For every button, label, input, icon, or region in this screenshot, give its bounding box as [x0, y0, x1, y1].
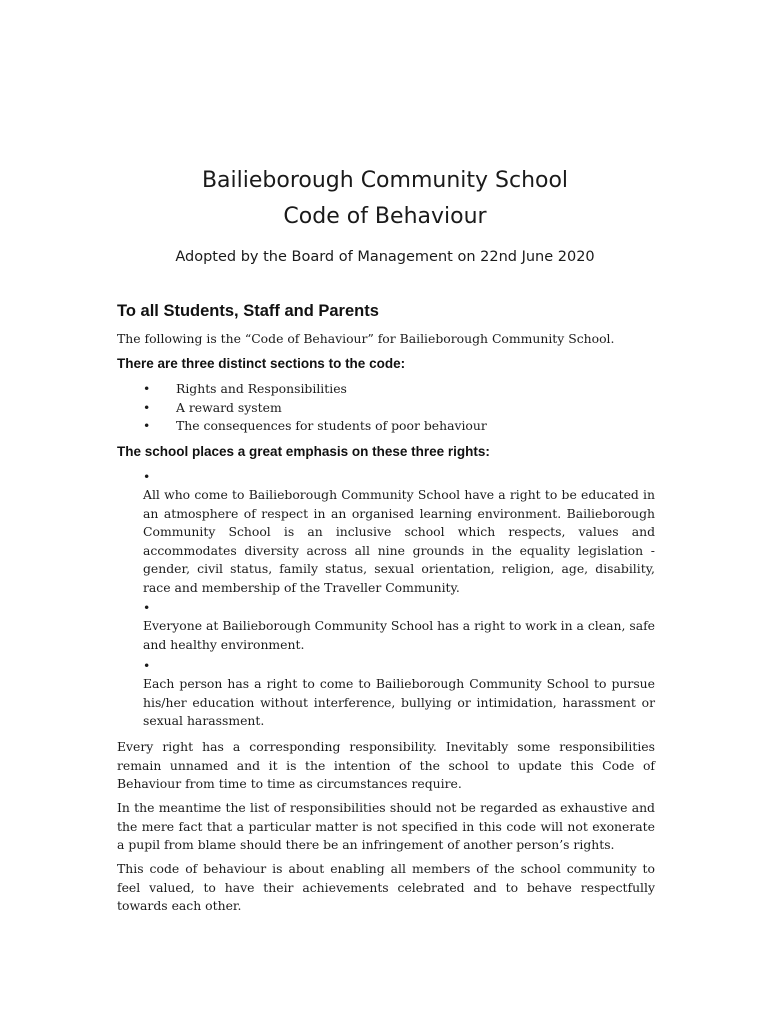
sections-list	[0, 380, 487, 436]
right-item-environment: Everyone at Bailieborough Community School has a right to work in a clean, safe and healthy environment.	[143, 618, 656, 652]
bullet-icon: •	[143, 418, 151, 433]
intro-text: The following is the “Code of Behaviour” for Bailieborough Community School.	[117, 331, 615, 346]
paragraph-meantime: In the meantime the list of responsibilities should not be regarded as exhaustive and the mere fact that a particular matter is not specified in this code will not exonerate a pupil from blame should there be an infringement of another person’s rights.	[117, 800, 655, 852]
right-item-no-interference: Each person has a right to come to Bailieborough Community School to pursue his/her education without interference, bullying or intimidation, harassment or sexual harassment.	[143, 676, 655, 728]
bullet-icon: •	[143, 600, 151, 615]
bullet-icon: •	[143, 658, 151, 673]
paragraph-purpose: This code of behaviour is about enabling all members of the school community to feel valued, to have their achievements celebrated and to behave respectfully towards each other.	[117, 861, 655, 913]
document-title: Code of Behaviour	[283, 204, 487, 229]
bullet-icon: •	[143, 381, 151, 396]
bullet-icon: •	[143, 399, 151, 415]
adoption-note: Adopted by the Board of Management on 22nd June 2020	[175, 249, 595, 265]
list-item	[0, 417, 487, 436]
list-item	[0, 399, 487, 418]
list-item-text: The consequences for students of poor behaviour	[176, 418, 487, 433]
intro-heading: To all Students, Staff and Parents	[117, 302, 379, 320]
list-item	[0, 380, 487, 399]
list-item-text: A reward system	[176, 399, 282, 415]
list-item-text: Rights and Responsibilities	[176, 381, 347, 396]
rights-heading: The school places a great emphasis on these three rights:	[117, 444, 490, 459]
paragraph-responsibility: Every right has a corresponding responsibility. Inevitably some responsibilities remain unnamed and it is the intention of the school to update this Code of Behaviour from time to time as circumstances require.	[117, 739, 655, 791]
school-name: Bailieborough Community School	[201, 168, 569, 193]
bullet-icon: •	[143, 469, 151, 484]
right-item-education: All who come to Bailieborough Community School have a right to be educated in an atmosphere of respect in an organised learning environment. Bailieborough Community School is an inclusive school which respects, values and accommodates diversity across all nine grounds in the equality legislation - gender, civil status, family status, sexual orientation, religion, age, disability, race and membership of the Traveller Community.	[143, 487, 655, 595]
sections-heading: There are three distinct sections to the code:	[117, 356, 406, 371]
